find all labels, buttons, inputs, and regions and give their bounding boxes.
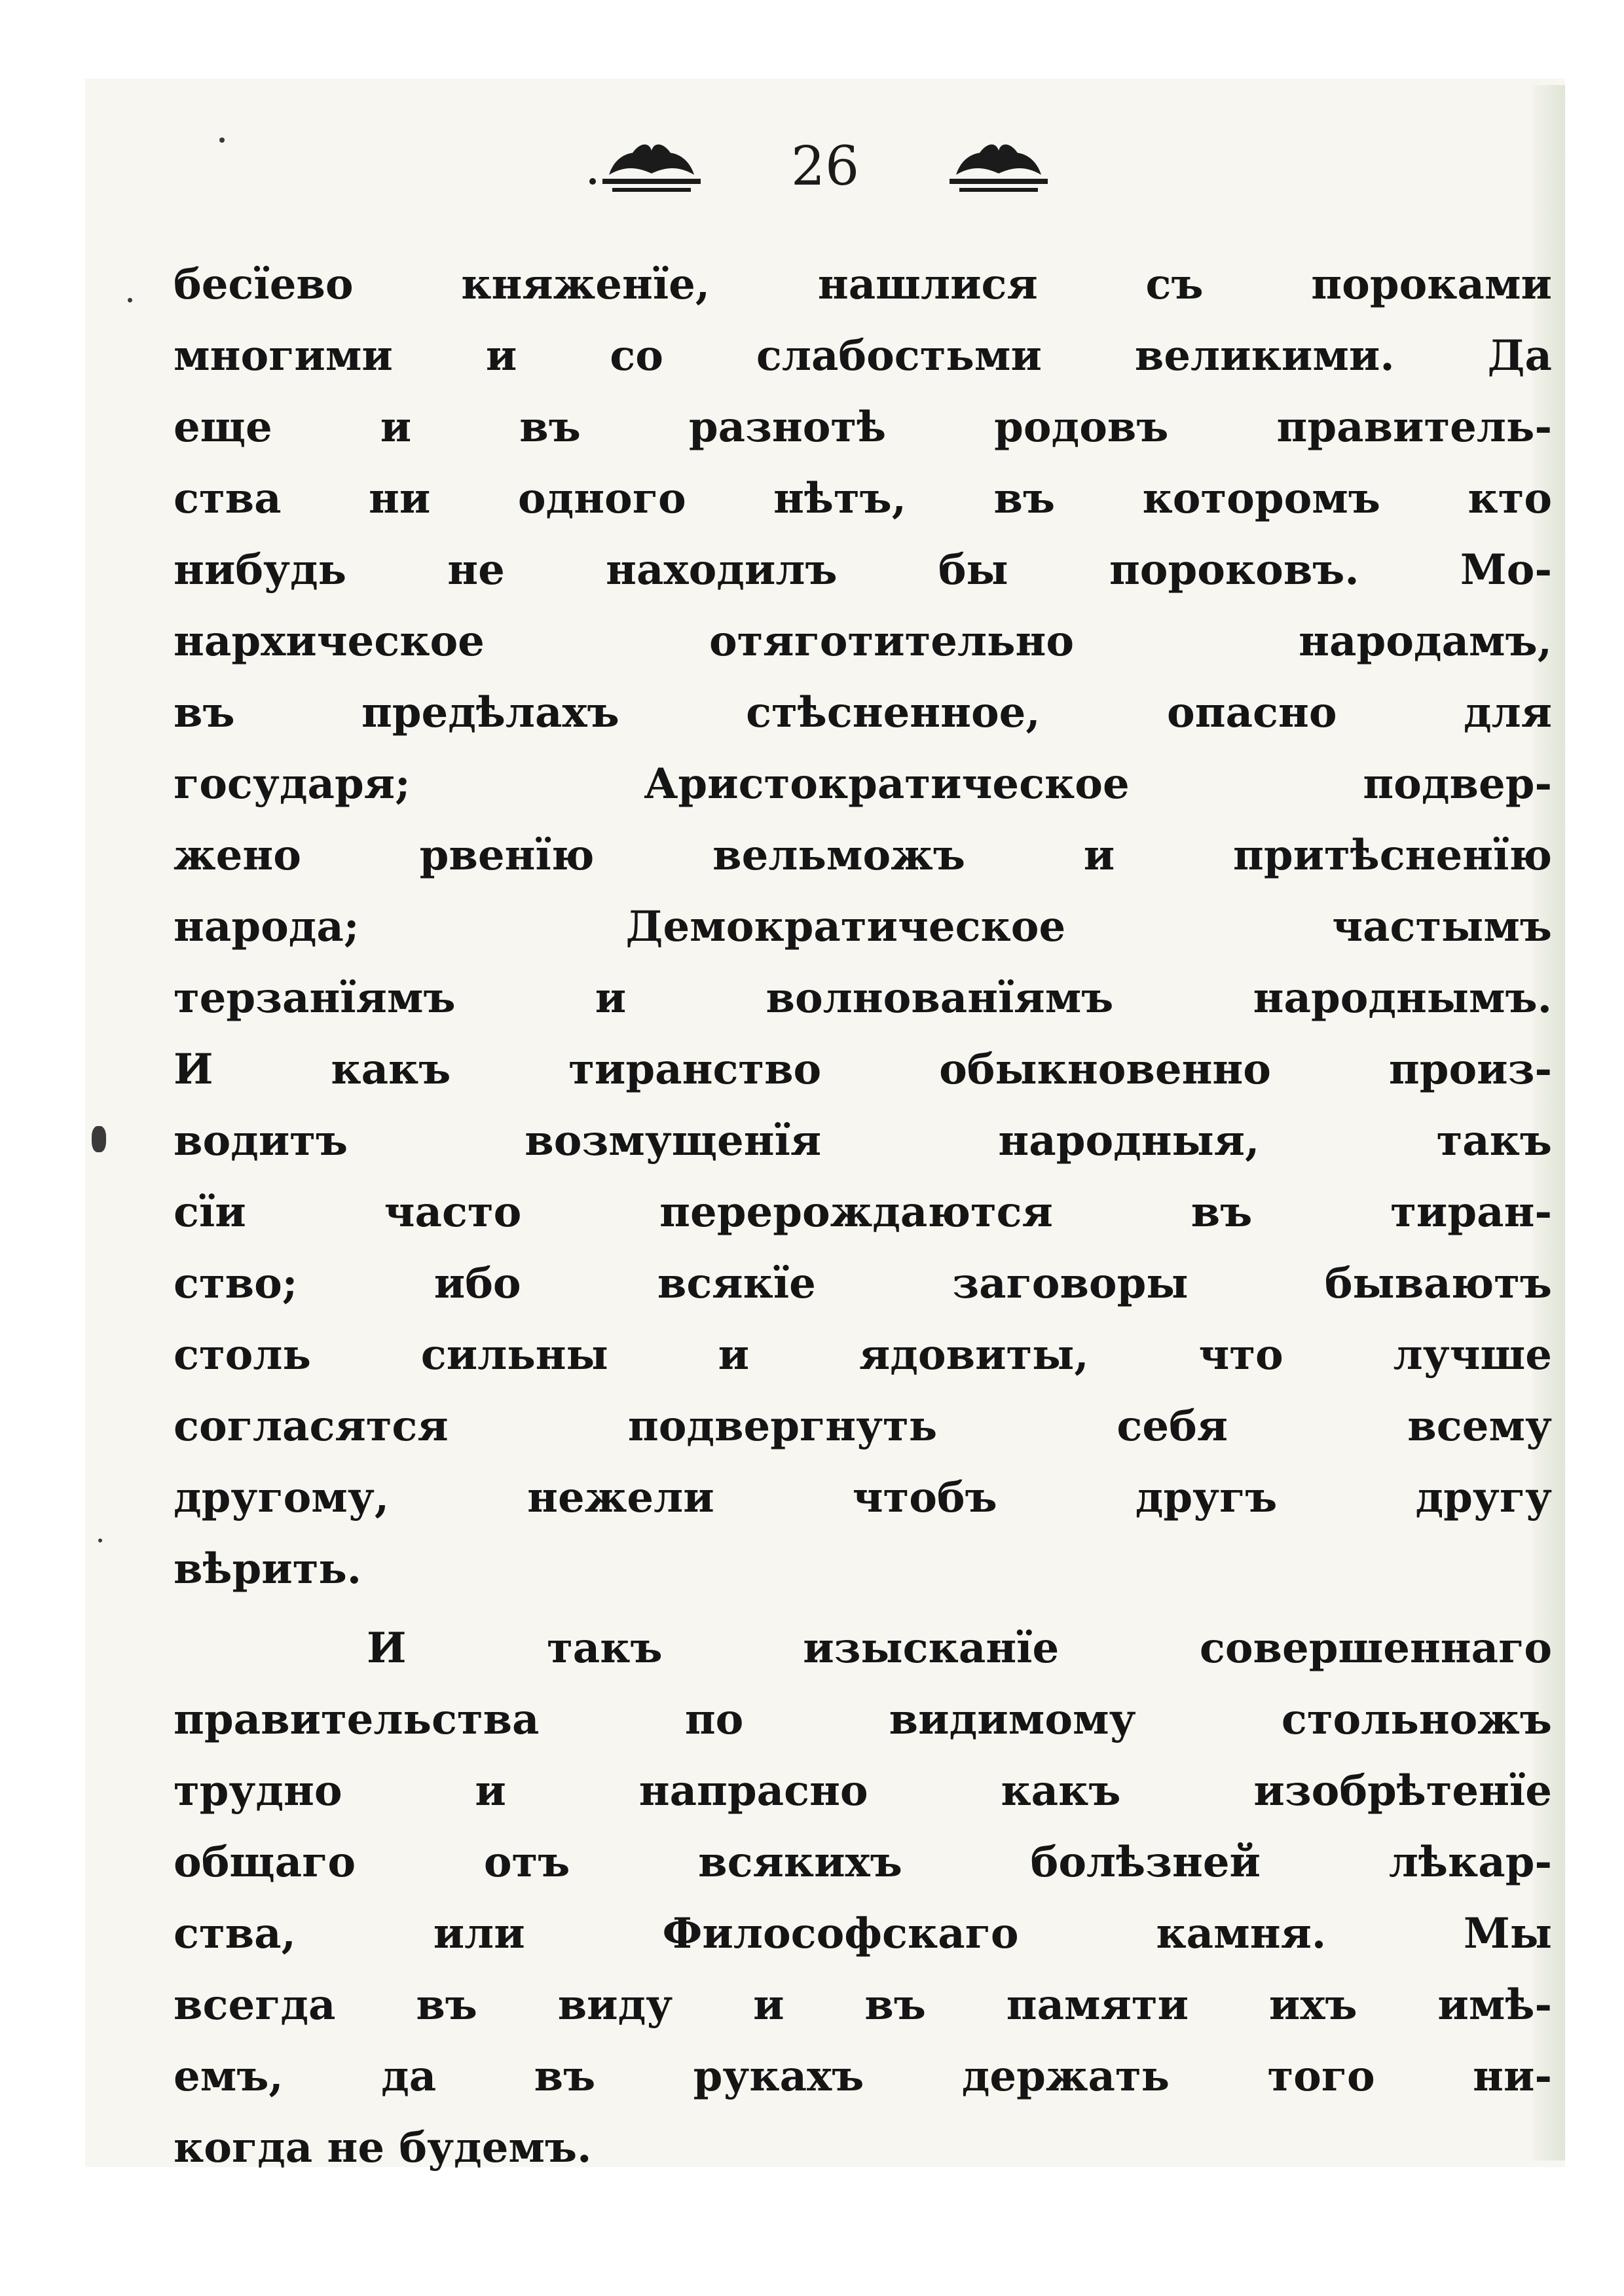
text-line: правительства по видимому стольножъ: [174, 1695, 1552, 1744]
text-line: бесїево княженїе, нашлися съ пороками: [174, 260, 1552, 309]
text-line: въ предѣлахъ стѣсненное, опасно для: [174, 688, 1552, 737]
text-line: водитъ возмущенїя народныя, такъ: [174, 1116, 1552, 1165]
text-line: вѣрить.: [174, 1544, 362, 1594]
text-line: согласятся подвергнуть себя всему: [174, 1402, 1552, 1451]
text-line: терзанїямъ и волнованїямъ народнымъ.: [174, 974, 1552, 1023]
text-line: ства ни одного нѣтъ, въ которомъ кто: [174, 474, 1552, 523]
ink-speck: [92, 1126, 106, 1152]
text-line: государя; Аристократическое подвер-: [174, 759, 1552, 809]
text-line: нибудь не находилъ бы пороковъ. Мо-: [174, 545, 1552, 594]
paragraph: [174, 249, 1552, 1605]
text-line: многими и со слабостьми великими. Да: [174, 331, 1552, 380]
text-line: общаго отъ всякихъ болѣзней лѣкар-: [174, 1838, 1552, 1887]
text-line: всегда въ виду и въ памяти ихъ имѣ-: [174, 1980, 1552, 2030]
text-line: трудно и напрасно какъ изобрѣтенїе: [174, 1766, 1552, 1815]
text-line: столь сильны и ядовиты, что лучше: [174, 1330, 1552, 1379]
text-line: другому, нежели чтобъ другъ другу: [174, 1473, 1552, 1522]
text-line: жено рвенїю вельможъ и притѣсненїю: [174, 831, 1552, 880]
ornament-left-icon: [589, 134, 714, 200]
paragraph: [174, 1613, 1552, 2183]
body-text: [174, 249, 1552, 2183]
text-line: нархическое отяготительно народамъ,: [174, 617, 1552, 666]
page-header: [589, 128, 1061, 206]
paragraph-gap: [174, 1605, 1552, 1613]
page-number: 26: [790, 136, 860, 198]
text-line: еще и въ разнотѣ родовъ правитель-: [174, 403, 1552, 452]
text-line: народа; Демократическое частымъ: [174, 902, 1552, 951]
text-line: емъ, да въ рукахъ держать того ни-: [174, 2052, 1552, 2101]
text-line: ство; ибо всякїе заговоры бываютъ: [174, 1259, 1552, 1308]
ornament-right-icon: [936, 134, 1061, 200]
text-line: И какъ тиранство обыкновенно произ-: [174, 1045, 1552, 1094]
ink-speck: [98, 1539, 102, 1542]
text-line: И такъ изысканїе совершеннаго: [367, 1624, 1552, 1673]
text-line: сїи часто перерождаются въ тиран-: [174, 1188, 1552, 1237]
ink-speck: [219, 137, 225, 143]
text-line: ства, или Философскаго камня. Мы: [174, 1909, 1552, 1958]
ink-speck: [128, 298, 132, 302]
text-line: когда не будемъ.: [174, 2123, 592, 2172]
